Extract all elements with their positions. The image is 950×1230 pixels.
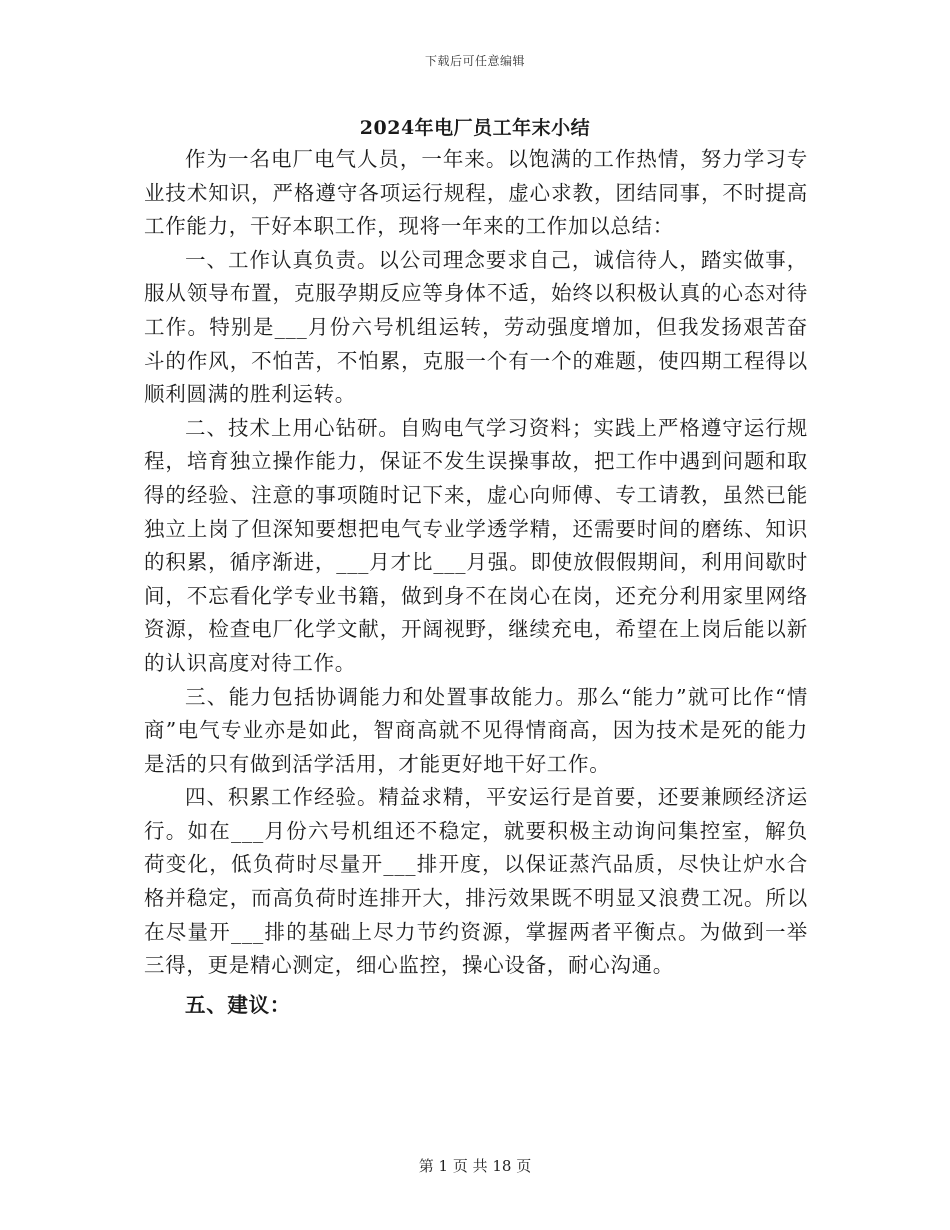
paragraph-intro: 作为一名电厂电气人员，一年来。以饱满的工作热情，努力学习专业技术知识，严格遵守各项运行规程，虚心求教，团结同事，不时提高工作能力，干好本职工作，现将一年来的工作加以总结： [144, 147, 808, 239]
document-title: 2024年电厂员工年末小结 [359, 117, 591, 139]
paragraph-section-1: 一、工作认真负责。以公司理念要求自己，诚信待人，踏实做事，服从领导布置，克服孕期反应等身体不适，始终以积极认真的心态对待工作。特别是___月份六号机组运转，劳动强度增加，但我发扬艰苦奋斗的作风，不怕苦，不怕累，克服一个有一个的难题，使四期工程得以顺利圆满的胜利运转。 [144, 247, 808, 407]
page-number: 第 1 页 共 18 页 [418, 1157, 532, 1175]
section-5-heading: 五、建议： [185, 992, 291, 1017]
header-note: 下载后可任意编辑 [424, 54, 525, 68]
document-body [144, 143, 808, 1022]
paragraph-section-3: 三、能力包括协调能力和处置事故能力。那么“能力”就可比作“情商”电气专业亦是如此，智商高就不见得情商高，因为技术是死的能力是活的只有做到活学活用，才能更好地干好工作。 [144, 684, 808, 776]
paragraph-section-4: 四、积累工作经验。精益求精，平安运行是首要，还要兼顾经济运行。如在___月份六号机组还不稳定，就要积极主动询问集控室，解负荷变化，低负荷时尽量开___排开度，以保证蒸汽品质，尽快让炉水合格并稳定，而高负荷时连排开大，排污效果既不明显又浪费工况。所以在尽量开___排的基础上尽力节约资源，掌握两者平衡点。为做到一举三得，更是精心测定，细心监控，操心设备，耐心沟通。 [144, 785, 808, 978]
paragraph-section-2: 二、技术上用心钻研。自购电气学习资料；实践上严格遵守运行规程，培育独立操作能力，保证不发生误操事故，把工作中遇到问题和取得的经验、注意的事项随时记下来，虚心向师傅、专工请教，虽然已能独立上岗了但深知要想把电气专业学透学精，还需要时间的磨练、知识的积累，循序渐进，___月才比___月强。即使放假假期间，利用间歇时间，不忘看化学专业书籍，做到身不在岗心在岗，还充分利用家里网络资源，检查电厂化学文献，开阔视野，继续充电，希望在上岗后能以新的认识高度对待工作。 [144, 415, 808, 675]
